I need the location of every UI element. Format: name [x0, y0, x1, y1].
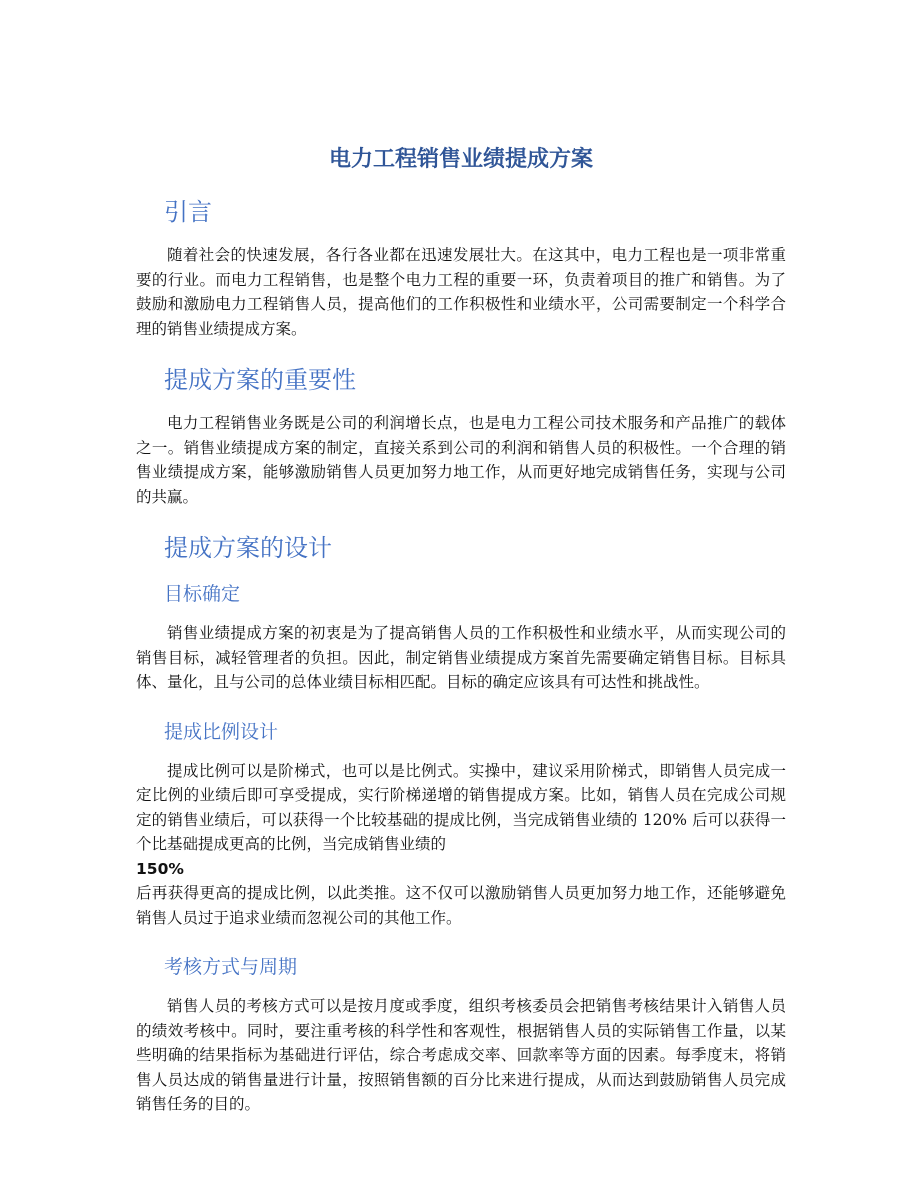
- paragraph-ratio-part1: 提成比例可以是阶梯式，也可以是比例式。实操中，建议采用阶梯式，即销售人员完成一定比例的业绩后即可享受提成，实行阶梯递增的销售提成方案。比如，销售人员在完成公司规定的销售业绩后，可以获得一个比较基础的提成比例，当完成销售业绩的 120% 后可以获得一个比基础提成更高的比例，当完成销售业绩的: [136, 761, 786, 853]
- paragraph-ratio-part2: 后再获得更高的提成比例，以此类推。这不仅可以激励销售人员更加努力地工作，还能够避免销售人员过于追求业绩而忽视公司的其他工作。: [136, 884, 786, 927]
- document-title: 电力工程销售业绩提成方案: [328, 147, 593, 172]
- heading-design: 提成方案的设计: [164, 534, 332, 562]
- subheading-assessment: 考核方式与周期: [164, 956, 298, 978]
- paragraph-target: 销售业绩提成方案的初衷是为了提高销售人员的工作积极性和业绩水平，从而实现公司的销售目标，减轻管理者的负担。因此，制定销售业绩提成方案首先需要确定销售目标。目标具体、量化，且与公司的总体业绩目标相匹配。目标的确定应该具有可达性和挑战性。: [136, 624, 786, 691]
- paragraph-intro: 随着社会的快速发展，各行各业都在迅速发展壮大。在这其中，电力工程也是一项非常重要的行业。而电力工程销售，也是整个电力工程的重要一环，负责着项目的推广和销售。为了鼓励和激励电力工程销售人员，提高他们的工作积极性和业绩水平，公司需要制定一个科学合理的销售业绩提成方案。: [136, 246, 786, 338]
- paragraph-assessment: 销售人员的考核方式可以是按月度或季度，组织考核委员会把销售考核结果计入销售人员的绩效考核中。同时，要注重考核的科学性和客观性，根据销售人员的实际销售工作量，以某些明确的结果指标为基础进行评估，综合考虑成交率、回款率等方面的因素。每季度末，将销售人员达成的销售量进行计量，按照销售额的百分比来进行提成，从而达到鼓励销售人员完成销售任务的目的。: [136, 997, 786, 1113]
- document-page: [136, 143, 786, 1139]
- paragraph-ratio-number: 150%: [136, 859, 184, 878]
- heading-intro: 引言: [164, 198, 212, 226]
- subheading-target: 目标确定: [164, 583, 241, 605]
- subheading-ratio: 提成比例设计: [164, 720, 279, 743]
- heading-importance: 提成方案的重要性: [164, 366, 356, 394]
- paragraph-importance: 电力工程销售业务既是公司的利润增长点，也是电力工程公司技术服务和产品推广的载体之一。销售业绩提成方案的制定，直接关系到公司的利润和销售人员的积极性。一个合理的销售业绩提成方案，能够激励销售人员更加努力地工作，从而更好地完成销售任务，实现与公司的共赢。: [136, 414, 786, 506]
- paragraph-ratio: [136, 759, 786, 931]
